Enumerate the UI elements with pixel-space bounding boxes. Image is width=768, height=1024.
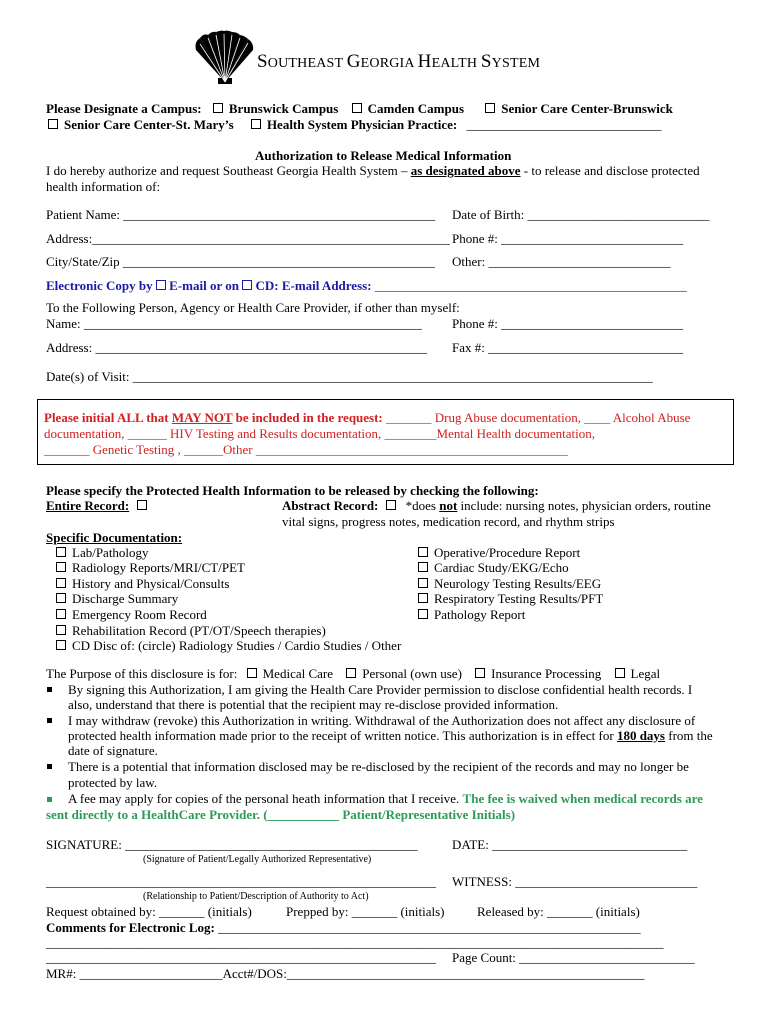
specific-left-5[interactable]: Rehabilitation Record (PT/OT/Speech therapies) bbox=[54, 623, 326, 639]
comments-line-2[interactable]: _______________________________________________________________________________________________ bbox=[46, 935, 664, 950]
checkbox-icon[interactable] bbox=[56, 593, 66, 603]
intro-line-2: health information of: bbox=[46, 179, 161, 194]
specific-right-4[interactable]: Pathology Report bbox=[416, 607, 525, 623]
checkbox-icon[interactable] bbox=[56, 640, 66, 650]
dob-field[interactable]: Date of Birth: ____________________________ bbox=[452, 207, 710, 222]
recipient-name-field[interactable]: Name: ____________________________________________________ bbox=[46, 316, 422, 331]
checkbox-cd[interactable] bbox=[242, 280, 252, 290]
bullet-icon bbox=[47, 687, 52, 692]
checkbox-icon[interactable] bbox=[418, 547, 428, 557]
patient-name-field[interactable]: Patient Name: ________________________________________________ bbox=[46, 207, 436, 222]
date-field[interactable]: DATE: ______________________________ bbox=[452, 837, 688, 852]
intro-line-1: I do hereby authorize and request Southeast Georgia Health System – as designated above - to release and disclose protected bbox=[46, 163, 700, 178]
term-3-line-1: There is a potential that information disclosed may be re-disclosed by the recipient of the records and may no longer be bbox=[68, 759, 689, 774]
campus-row-1: Please Designate a Campus: Brunswick Campus Camden Campus Senior Care Center-Brunswick bbox=[46, 101, 673, 116]
specific-left-0[interactable]: Lab/Pathology bbox=[54, 545, 149, 561]
bullet-icon bbox=[47, 797, 52, 802]
comments-label: Comments for Electronic Log: bbox=[46, 920, 215, 935]
term-4-line-1: A fee may apply for copies of the personal heath information that I receive. The fee is waived when medical records are bbox=[68, 791, 703, 806]
recipient-address-field[interactable]: Address: ___________________________________________________ bbox=[46, 340, 427, 355]
exclusions-line-3[interactable]: _______ Genetic Testing , ______Other ________________________________________________ bbox=[44, 442, 568, 457]
address-field[interactable]: Address:_______________________________________________________ bbox=[46, 231, 450, 246]
checkbox-icon[interactable] bbox=[56, 578, 66, 588]
purpose-row: The Purpose of this disclosure is for: Medical Care Personal (own use) Insurance Processing Legal bbox=[46, 666, 661, 681]
specific-doc-heading: Specific Documentation: bbox=[46, 530, 183, 545]
checkbox-entire-record[interactable] bbox=[137, 500, 147, 510]
entire-record-row: Entire Record: bbox=[46, 498, 153, 514]
checkbox-insurance[interactable] bbox=[475, 668, 485, 678]
shell-logo-icon bbox=[190, 30, 260, 86]
specific-left-2[interactable]: History and Physical/Consults bbox=[54, 576, 229, 592]
abstract-record-line-2: vital signs, progress notes, medication record, and rhythm strips bbox=[282, 514, 615, 529]
term-1-line-2: also, understand that there is potential that the recipient may re-disclose provided information. bbox=[68, 697, 559, 712]
checkbox-icon[interactable] bbox=[418, 562, 428, 572]
checkbox-personal[interactable] bbox=[346, 668, 356, 678]
exclusions-line-2[interactable]: documentation, ______ HIV Testing and Results documentation, ________Mental Health documentation, bbox=[44, 426, 596, 441]
checkbox-email[interactable] bbox=[156, 280, 166, 290]
city-state-zip-field[interactable]: City/State/Zip ________________________________________________ bbox=[46, 254, 435, 269]
comments-row bbox=[46, 920, 641, 936]
witness-field[interactable]: WITNESS: ____________________________ bbox=[452, 874, 698, 889]
released-by[interactable]: Released by: _______ (initials) bbox=[477, 904, 640, 919]
electronic-copy-row: Electronic Copy by E-mail or on CD: E-mail Address: ________________________________________________ bbox=[46, 278, 687, 293]
specific-right-2[interactable]: Neurology Testing Results/EEG bbox=[416, 576, 601, 592]
term-1-line-1: By signing this Authorization, I am giving the Health Care Provider permission to disclose confidential health records. I bbox=[68, 682, 693, 697]
term-2-line-3: date of signature. bbox=[68, 743, 158, 758]
checkbox-icon[interactable] bbox=[418, 593, 428, 603]
specific-left-1[interactable]: Radiology Reports/MRI/CT/PET bbox=[54, 560, 245, 576]
checkbox-physician-practice[interactable] bbox=[251, 119, 261, 129]
specific-right-3[interactable]: Respiratory Testing Results/PFT bbox=[416, 591, 603, 607]
request-obtained-by[interactable]: Request obtained by: _______ (initials) bbox=[46, 904, 252, 919]
form-title: Authorization to Release Medical Information bbox=[255, 148, 512, 163]
checkbox-camden[interactable] bbox=[352, 103, 362, 113]
relationship-field[interactable]: ____________________________________________________________ bbox=[46, 874, 436, 889]
mr-acct-field[interactable]: MR#: ______________________Acct#/DOS:_______________________________________________________ bbox=[46, 966, 645, 981]
comments-line-1[interactable]: _________________________________________________________________ bbox=[214, 920, 641, 935]
checkbox-senior-brunswick[interactable] bbox=[485, 103, 495, 113]
checkbox-medical-care[interactable] bbox=[247, 668, 257, 678]
recipient-heading: To the Following Person, Agency or Health Care Provider, if other than myself: bbox=[46, 300, 460, 315]
term-2-line-2: protected health information made prior to the receipt of written notice. This authorization is in effect for 180 days from the bbox=[68, 728, 713, 743]
checkbox-icon[interactable] bbox=[418, 578, 428, 588]
term-2-line-1: I may withdraw (revoke) this Authorization in writing. Withdrawal of the Authorization does not affect any disclosure of bbox=[68, 713, 696, 728]
signature-field[interactable]: SIGNATURE: _____________________________________________ bbox=[46, 837, 418, 852]
phone-field[interactable]: Phone #: ____________________________ bbox=[452, 231, 684, 246]
checkbox-brunswick[interactable] bbox=[213, 103, 223, 113]
practice-line[interactable]: ______________________________ bbox=[466, 117, 662, 132]
specific-right-1[interactable]: Cardiac Study/EKG/Echo bbox=[416, 560, 569, 576]
campus-row-2: Senior Care Center-St. Mary’s Health System Physician Practice: ______________________________ bbox=[46, 117, 661, 133]
checkbox-icon[interactable] bbox=[418, 609, 428, 619]
bullet-icon bbox=[47, 764, 52, 769]
checkbox-icon[interactable] bbox=[56, 625, 66, 635]
dates-of-visit-field[interactable]: Date(s) of Visit: ________________________________________________________________________________ bbox=[46, 369, 653, 384]
page-count-field[interactable]: Page Count: ___________________________ bbox=[452, 950, 695, 965]
specific-left-3[interactable]: Discharge Summary bbox=[54, 591, 178, 607]
campus-label: Please Designate a Campus: bbox=[46, 101, 202, 116]
comments-line-3[interactable]: ____________________________________________________________ bbox=[46, 950, 436, 965]
specify-heading: Please specify the Protected Health Information to be released by checking the following: bbox=[46, 483, 539, 498]
specific-left-6[interactable]: CD Disc of: (circle) Radiology Studies / Cardio Studies / Other bbox=[54, 638, 401, 654]
prepped-by[interactable]: Prepped by: _______ (initials) bbox=[286, 904, 445, 919]
relationship-caption: (Relationship to Patient/Description of Authority to Act) bbox=[143, 891, 369, 902]
checkbox-icon[interactable] bbox=[56, 547, 66, 557]
term-4-line-2[interactable]: sent directly to a HealthCare Provider. (___________ Patient/Representative Initials) bbox=[46, 807, 516, 822]
checkbox-senior-st-marys[interactable] bbox=[48, 119, 58, 129]
bullet-icon bbox=[47, 718, 52, 723]
recipient-fax-field[interactable]: Fax #: ______________________________ bbox=[452, 340, 684, 355]
exclusions-line-1[interactable]: Please initial ALL that MAY NOT be included in the request: _______ Drug Abuse documentation, ____ Alcohol Abuse bbox=[44, 410, 691, 425]
specific-right-0[interactable]: Operative/Procedure Report bbox=[416, 545, 580, 561]
other-field[interactable]: Other: ____________________________ bbox=[452, 254, 671, 269]
specific-left-4[interactable]: Emergency Room Record bbox=[54, 607, 207, 623]
organization-name: SOUTHEAST GEORGIA HEALTH SYSTEM bbox=[257, 51, 541, 72]
email-address-field[interactable]: ________________________________________________ bbox=[374, 278, 687, 293]
signature-caption: (Signature of Patient/Legally Authorized Representative) bbox=[143, 854, 372, 865]
checkbox-icon[interactable] bbox=[56, 609, 66, 619]
recipient-phone-field[interactable]: Phone #: ____________________________ bbox=[452, 316, 684, 331]
checkbox-abstract-record[interactable] bbox=[386, 500, 396, 510]
checkbox-legal[interactable] bbox=[615, 668, 625, 678]
abstract-record-row: Abstract Record: *does not include: nursing notes, physician orders, routine bbox=[282, 498, 711, 513]
checkbox-icon[interactable] bbox=[56, 562, 66, 572]
term-3-line-2: protected by law. bbox=[68, 775, 158, 790]
